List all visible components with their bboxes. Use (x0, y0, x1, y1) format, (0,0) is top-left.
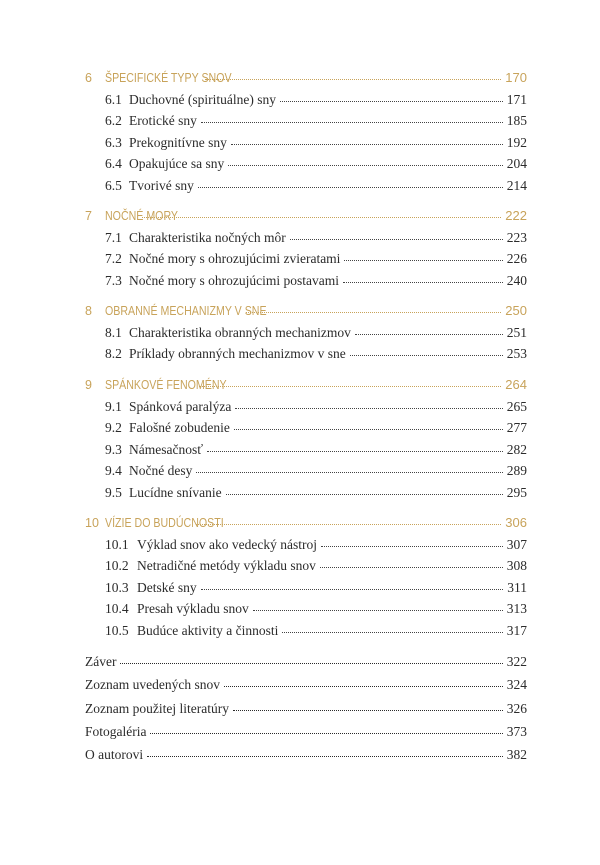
dot-leader (207, 440, 503, 454)
dot-leader (321, 535, 503, 549)
section-number: 8.2 (105, 346, 122, 362)
section-title: Nočné mory s ohrozujúcimi zvieratami (129, 251, 341, 267)
page-number: 373 (506, 723, 527, 739)
toc-section-entry[interactable] (85, 418, 527, 436)
section-title: Príklady obranných mechanizmov v sne (129, 346, 346, 362)
page-number: 295 (506, 484, 527, 500)
toc-section-entry[interactable] (85, 323, 527, 341)
dot-leader (142, 206, 501, 220)
toc-back-matter-entry[interactable] (85, 652, 527, 670)
dot-leader (234, 418, 503, 432)
page-number: 222 (505, 208, 527, 223)
back-matter-title: Zoznam uvedených snov (85, 677, 220, 693)
chapter-number: 7 (85, 209, 92, 223)
dot-leader (147, 745, 503, 759)
page-number: 226 (506, 251, 527, 267)
dot-leader (226, 483, 503, 497)
dot-leader (150, 722, 502, 736)
dot-leader (235, 397, 502, 411)
page-number: 265 (506, 399, 527, 414)
section-title: Výklad snov ako vedecký nástroj (137, 537, 317, 552)
page-number: 282 (506, 441, 527, 457)
toc-back-matter-entry[interactable] (85, 745, 527, 763)
dot-leader (246, 301, 501, 315)
section-title: Nočné mory s ohrozujúcimi postavami (129, 272, 339, 288)
toc-back-matter-entry[interactable] (85, 699, 527, 717)
section-title: Detské sny (137, 579, 197, 595)
toc-section-entry[interactable] (85, 535, 527, 553)
dot-leader (282, 621, 502, 635)
toc-section-entry[interactable] (85, 176, 527, 194)
page-number: 185 (506, 113, 527, 129)
page-number: 253 (506, 346, 527, 362)
page-number: 322 (506, 654, 527, 669)
dot-leader (120, 652, 502, 666)
section-number: 7.3 (105, 272, 122, 288)
toc-chapter-entry[interactable] (85, 206, 527, 224)
section-number: 9.1 (105, 399, 122, 414)
back-matter-title: Záver (85, 654, 117, 669)
section-number: 6.2 (105, 113, 122, 129)
page-number: 204 (506, 156, 527, 172)
section-number: 6.3 (105, 134, 122, 150)
toc-section-entry[interactable] (85, 397, 527, 415)
dot-leader (343, 271, 503, 285)
toc-section-entry[interactable] (85, 440, 527, 458)
section-title: Tvorivé sny (129, 177, 194, 193)
dot-leader (201, 578, 504, 592)
toc-section-entry[interactable] (85, 578, 527, 596)
dot-leader (344, 249, 502, 263)
toc-section-entry[interactable] (85, 111, 527, 129)
toc-section-entry[interactable] (85, 154, 527, 172)
page-number: 317 (506, 622, 527, 638)
section-title: Námesačnosť (129, 441, 203, 457)
page-number: 326 (506, 700, 527, 716)
dot-leader (196, 513, 502, 527)
toc-section-entry[interactable] (85, 344, 527, 362)
toc-section-entry[interactable] (85, 271, 527, 289)
dot-leader (201, 111, 503, 125)
toc-section-entry[interactable] (85, 461, 527, 479)
section-number: 6.4 (105, 156, 122, 172)
section-title: Falošné zobudenie (129, 420, 230, 436)
page-number: 171 (506, 92, 527, 107)
toc-section-entry[interactable] (85, 621, 527, 639)
chapter-number: 10 (85, 516, 99, 530)
back-matter-title: Fotogaléria (85, 723, 147, 739)
toc-back-matter-entry[interactable] (85, 675, 527, 693)
toc-section-entry[interactable] (85, 599, 527, 617)
page-number: 192 (506, 134, 527, 150)
section-title: Nočné desy (129, 463, 193, 479)
page-number: 311 (507, 579, 527, 595)
back-matter-title: O autorovi (85, 747, 144, 763)
section-number: 6.5 (105, 177, 122, 193)
dot-leader (231, 133, 503, 147)
dot-leader (355, 323, 503, 337)
section-number: 6.1 (105, 92, 122, 107)
toc-chapter-entry[interactable] (85, 301, 527, 319)
dot-leader (199, 375, 501, 389)
toc-section-entry[interactable] (85, 249, 527, 267)
section-title: Presah výkladu snov (137, 601, 249, 617)
toc-back-matter-entry[interactable] (85, 722, 527, 740)
page-number: 289 (506, 463, 527, 479)
page-number: 324 (506, 677, 527, 693)
section-number: 9.3 (105, 441, 122, 457)
section-number: 10.3 (105, 579, 129, 595)
section-number: 9.4 (105, 463, 122, 479)
dot-leader (224, 675, 503, 689)
page-number: 382 (506, 747, 527, 763)
dot-leader (205, 68, 501, 82)
section-title: Netradičné metódy výkladu snov (137, 558, 316, 574)
toc-section-entry[interactable] (85, 90, 527, 108)
chapter-number: 6 (85, 71, 92, 85)
page-number: 313 (506, 601, 527, 617)
page-number: 214 (506, 177, 527, 193)
toc-section-entry[interactable] (85, 133, 527, 151)
dot-leader (196, 461, 502, 475)
dot-leader (228, 154, 503, 168)
section-title: Duchovné (spirituálne) sny (129, 92, 276, 107)
section-title: Prekognitívne sny (129, 134, 227, 150)
toc-chapter-entry[interactable] (85, 375, 527, 393)
dot-leader (350, 344, 503, 358)
toc-chapter-entry[interactable] (85, 513, 527, 531)
section-number: 10.5 (105, 622, 129, 638)
section-title: Charakteristika nočných môr (129, 230, 286, 245)
section-number: 10.4 (105, 601, 129, 617)
chapter-number: 9 (85, 378, 92, 392)
chapter-title: VÍZIE DO BUDÚCNOSTI (105, 516, 224, 530)
chapter-title: ŠPECIFICKÉ TYPY SNOV (105, 71, 232, 85)
page-number: 307 (506, 537, 527, 552)
page-number: 223 (506, 230, 527, 245)
toc-section-entry[interactable] (85, 556, 527, 574)
dot-leader (253, 599, 503, 613)
page-number: 277 (506, 420, 527, 436)
section-number: 8.1 (105, 325, 122, 340)
page-number: 251 (506, 325, 527, 340)
dot-leader (233, 699, 503, 713)
page-number: 250 (505, 303, 527, 318)
section-number: 10.2 (105, 558, 129, 574)
toc-section-entry[interactable] (85, 228, 527, 246)
page-number: 240 (506, 272, 527, 288)
dot-leader (198, 176, 503, 190)
section-number: 7.2 (105, 251, 122, 267)
chapter-number: 8 (85, 304, 92, 318)
toc-chapter-entry[interactable] (85, 68, 527, 86)
section-title: Charakteristika obranných mechanizmov (129, 325, 351, 340)
section-title: Budúce aktivity a činnosti (137, 622, 279, 638)
toc-section-entry[interactable] (85, 483, 527, 501)
section-title: Erotické sny (129, 113, 197, 129)
dot-leader (280, 90, 503, 104)
section-number: 9.2 (105, 420, 122, 436)
section-title: Opakujúce sa sny (129, 156, 225, 172)
back-matter-title: Zoznam použitej literatúry (85, 700, 229, 716)
chapter-title: SPÁNKOVÉ FENOMÉNY (105, 378, 227, 392)
section-number: 9.5 (105, 484, 122, 500)
section-title: Lucídne snívanie (129, 484, 222, 500)
page-number: 306 (505, 515, 527, 530)
page-number: 264 (505, 377, 527, 392)
chapter-title: OBRANNÉ MECHANIZMY V SNE (105, 304, 267, 318)
page-number: 308 (506, 558, 527, 574)
section-number: 7.1 (105, 230, 122, 245)
dot-leader (320, 556, 503, 570)
section-number: 10.1 (105, 537, 129, 552)
page-number: 170 (505, 70, 527, 85)
chapter-title: NOČNÉ MORY (105, 209, 179, 223)
section-title: Spánková paralýza (129, 399, 232, 414)
dot-leader (290, 228, 503, 242)
